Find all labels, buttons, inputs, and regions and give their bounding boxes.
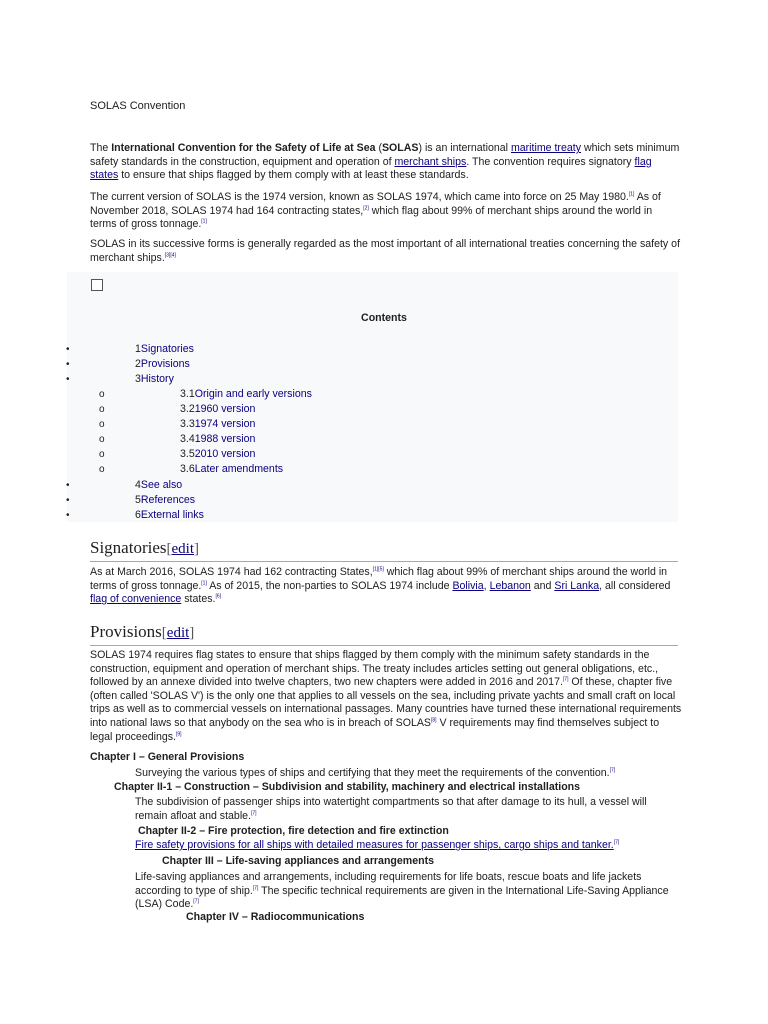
toc-item-1960-version[interactable] <box>180 403 255 417</box>
toc-item-signatories[interactable] <box>135 343 194 357</box>
toc-link-label[interactable]: External links <box>140 509 204 521</box>
intro-paragraph-3: SOLAS in its successive forms is generally regarded as the most important of all international treaties concerning the safety of merchant ships.[3][4] <box>90 238 681 264</box>
toc-item-history[interactable] <box>135 373 174 387</box>
toc-link-label[interactable]: Later amendments <box>194 463 284 475</box>
link-maritime-treaty[interactable]: maritime treaty <box>510 142 581 154</box>
reference-link[interactable]: [1] <box>201 218 207 225</box>
toc-number: 5 <box>135 494 141 506</box>
toc-item-bullet: • <box>66 344 70 355</box>
toc-subitem-bullet: o <box>99 389 105 400</box>
reference-link[interactable]: [6] <box>215 593 222 600</box>
reference-link[interactable]: [8] <box>430 717 437 724</box>
toc-item-see-also[interactable] <box>135 479 182 493</box>
toc-item-bullet: • <box>66 359 70 370</box>
link-sri-lanka[interactable]: Sri Lanka <box>554 579 600 592</box>
chapter-3-title: Chapter III – Life-saving appliances and arrangements <box>162 855 434 867</box>
intro-paragraph-1: The International Convention for the Safety of Life at Sea (SOLAS) is an international maritime treaty which sets minimum safety standards in the construction, equipment and operation of merchant ships. The convention requires signatory flag states to ensure that ships flagged by them comply with at least these standards. <box>90 142 680 182</box>
chapter-1-title: Chapter I – General Provisions <box>90 751 245 763</box>
link-flag-states[interactable]: flag states <box>90 155 652 182</box>
link-fire-safety-provisions[interactable]: Fire safety provisions for all ships with detailed measures for passenger ships, cargo ships and tanker. <box>135 839 614 851</box>
edit-link-signatories[interactable]: edit <box>171 541 194 557</box>
chapter-2-2-title: Chapter II-2 – Fire protection, fire detection and fire extinction <box>138 825 449 837</box>
toc-number: 3.5 <box>180 448 195 460</box>
chapter-1-description: Surveying the various types of ships and certifying that they meet the requirements of the convention.[7] <box>135 767 616 779</box>
reference-link[interactable]: [1][5] <box>372 566 384 573</box>
reference-link[interactable]: [7] <box>562 676 569 683</box>
page-title: SOLAS Convention <box>90 100 186 112</box>
reference-link[interactable]: [3][4] <box>164 252 176 259</box>
chapter-2-1-title: Chapter II-1 – Construction – Subdivision and stability, machinery and electrical installations <box>114 781 581 793</box>
reference-link[interactable]: [7] <box>252 885 259 892</box>
toc-toggle-checkbox[interactable] <box>91 279 103 291</box>
toc-link-label[interactable]: History <box>140 373 174 385</box>
toc-number: 3.3 <box>180 418 195 430</box>
toc-link-label[interactable]: Signatories <box>140 343 194 355</box>
bold-term-convention: International Convention for the Safety of Life at Sea <box>111 142 376 154</box>
toc-item-bullet: • <box>66 510 70 521</box>
section-heading-provisions: Provisions[edit] <box>90 622 678 646</box>
reference-link[interactable]: [7] <box>613 839 620 846</box>
toc-item-origin-and-early-versions[interactable] <box>180 388 312 402</box>
toc-item-1988-version[interactable] <box>180 433 255 447</box>
chapter-2-2-description <box>135 839 680 853</box>
toc-number: 3.2 <box>180 403 195 415</box>
chapter-4-title: Chapter IV – Radiocommunications <box>186 911 365 923</box>
toc-item-provisions[interactable] <box>135 358 190 372</box>
toc-subitem-bullet: o <box>99 404 105 415</box>
signatories-paragraph: As at March 2016, SOLAS 1974 had 162 contracting States,[1][5] which flag about 99% of merchant ships around the world in terms of gross tonnage.[1] As of 2015, the non-parties to SOLAS 1974 include Bolivia, Lebanon and Sri Lanka, all considered flag of convenience states.[6] <box>90 566 671 606</box>
toc-link-label[interactable]: Provisions <box>140 358 190 370</box>
toc-subitem-bullet: o <box>99 434 105 445</box>
bold-term-solas: SOLAS <box>381 142 419 154</box>
link-lebanon[interactable]: Lebanon <box>489 579 531 592</box>
toc-item-references[interactable] <box>135 494 195 508</box>
link-merchant-ships[interactable]: merchant ships <box>394 155 467 168</box>
toc-link-label[interactable]: See also <box>140 479 183 491</box>
toc-link-label[interactable]: 1960 version <box>194 403 256 415</box>
toc-number: 3.4 <box>180 433 195 445</box>
link-flag-of-convenience[interactable]: flag of convenience <box>90 593 182 606</box>
toc-item-2010-version[interactable] <box>180 448 255 462</box>
toc-item-later-amendments[interactable] <box>180 463 283 477</box>
toc-link-label[interactable]: 2010 version <box>194 448 256 460</box>
toc-link-label[interactable]: References <box>140 494 196 506</box>
toc-item-bullet: • <box>66 480 70 491</box>
toc-number: 2 <box>135 358 141 370</box>
provisions-paragraph: SOLAS 1974 requires flag states to ensure that ships flagged by them comply with the minimum safety standards in the construction, equipment and operation of merchant ships. The treaty includes articles setting out general obligations, etc., followed by an annexe divided into twelve chapters, two new chapters were added in 2016 and 2017.[7] Of these, chapter five (often called 'SOLAS V') is the only one that applies to all vessels on the sea, including private yachts and small craft on local trips as well as to commercial vessels on international passages. Many countries have turned these international requirements into national laws so that anybody on the sea who is in breach of SOLAS[8] V requirements may find themselves subject to legal proceedings.[9] <box>90 649 682 743</box>
toc-item-external-links[interactable] <box>135 509 204 523</box>
toc-link-label[interactable]: 1988 version <box>194 433 256 445</box>
reference-link[interactable]: [7] <box>251 810 257 817</box>
edit-link-provisions[interactable]: edit <box>166 625 190 641</box>
toc-number: 1 <box>135 343 141 355</box>
reference-link[interactable]: [9] <box>176 731 182 738</box>
toc-link-label[interactable]: Origin and early versions <box>194 388 312 400</box>
toc-subitem-bullet: o <box>99 464 105 475</box>
reference-link[interactable]: [1] <box>201 580 207 587</box>
reference-link[interactable]: [7] <box>193 898 199 905</box>
toc-heading: Contents <box>361 312 407 324</box>
reference-link[interactable]: [1] <box>628 191 635 198</box>
toc-number: 3 <box>135 373 141 385</box>
toc-number: 3.1 <box>180 388 195 400</box>
toc-item-1974-version[interactable] <box>180 418 255 432</box>
toc-subitem-bullet: o <box>99 449 105 460</box>
reference-link[interactable]: [7] <box>609 767 616 774</box>
reference-link[interactable]: [2] <box>363 205 369 212</box>
chapter-2-1-description: The subdivision of passenger ships into watertight compartments so that after damage to its hull, a vessel will remain afloat and stable.[7] <box>135 796 647 822</box>
toc-number: 6 <box>135 509 141 521</box>
toc-link-label[interactable]: 1974 version <box>194 418 256 430</box>
section-heading-signatories: Signatories[edit] <box>90 538 678 562</box>
toc-item-bullet: • <box>66 495 70 506</box>
link-bolivia[interactable]: Bolivia <box>452 579 484 592</box>
toc-number: 4 <box>135 479 141 491</box>
chapter-3-description: Life-saving appliances and arrangements, including requirements for life boats, rescue boats and life jackets according to type of ship.[7] The specific technical requirements are given in the International Life-Saving Appliance (LSA) Code.[7] <box>135 871 669 911</box>
toc-subitem-bullet: o <box>99 419 105 430</box>
intro-paragraph-2: The current version of SOLAS is the 1974 version, known as SOLAS 1974, which came into force on 25 May 1980.[1] As of November 2018, SOLAS 1974 had 164 contracting states,[2] which flag about 99% of merchant ships around the world in terms of gross tonnage.[1] <box>90 191 661 231</box>
toc-item-bullet: • <box>66 374 70 385</box>
toc-number: 3.6 <box>180 463 195 475</box>
